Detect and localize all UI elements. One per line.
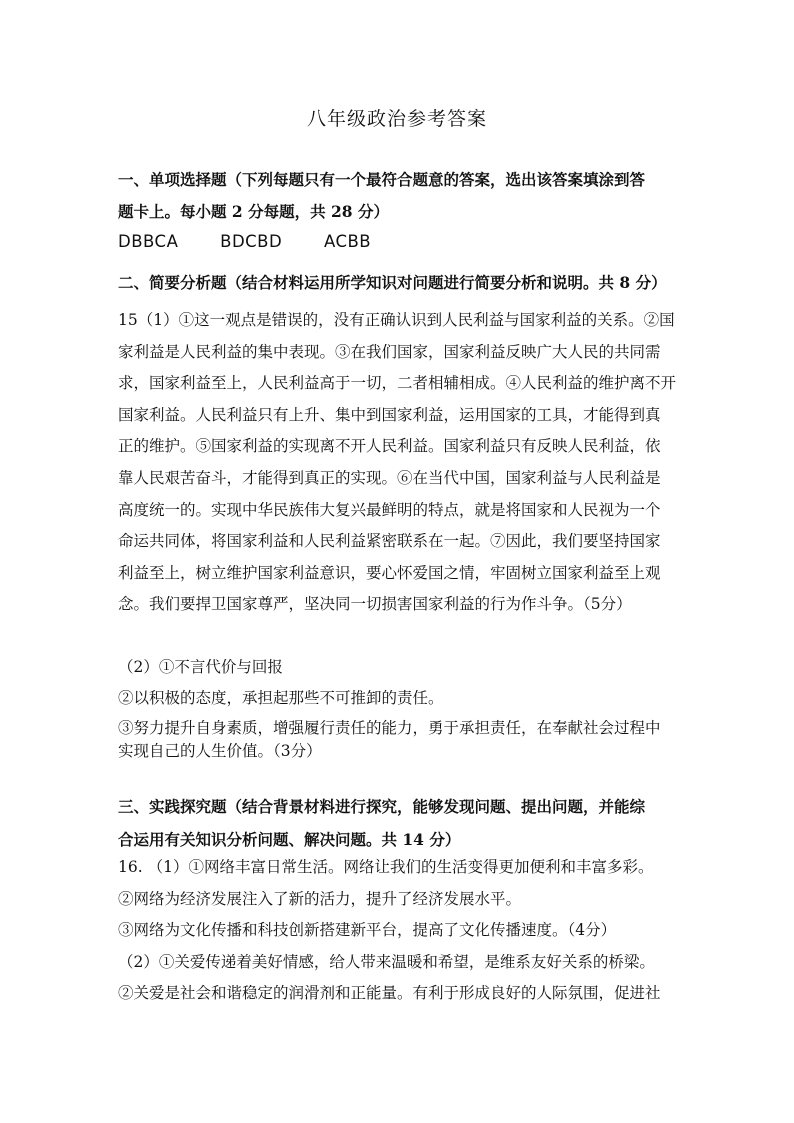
answer-group: DBBCA bbox=[118, 232, 179, 251]
answer-group: BDCBD bbox=[220, 232, 283, 251]
multiple-choice-answers bbox=[118, 232, 680, 252]
answer-line: 求，国家利益至上，人民利益高于一切，二者相辅相成。④人民利益的维护离不开 bbox=[118, 374, 677, 393]
section1-heading-line: 题卡上。每小题 2 分每题，共 28 分） bbox=[118, 202, 389, 221]
answer-line: （2）①不言代价与回报 bbox=[118, 658, 283, 676]
answer-line: ②关爱是社会和谐稳定的润滑剂和正能量。有利于形成良好的人际氛围，促进社 bbox=[118, 984, 661, 1002]
answer-line: 命运共同体，将国家利益和人民利益紧密联系在一起。⑦因此，我们要坚持国家 bbox=[118, 532, 661, 551]
answer-line: 国家利益。人民利益只有上升、集中到国家利益，运用国家的工具，才能得到真 bbox=[118, 405, 661, 424]
page-title: 八年级政治参考答案 bbox=[306, 108, 487, 130]
section3-heading bbox=[118, 790, 680, 856]
answer-line: ②网络为经济发展注入了新的活力，提升了经济发展水平。 bbox=[118, 889, 522, 908]
section1-heading-line: 一、单项选择题（下列每题只有一个最符合题意的答案，选出该答案填涂到答 bbox=[118, 170, 646, 189]
q15-part1-answer bbox=[118, 305, 680, 621]
answer-line: ③网络为文化传播和科技创新搭建新平台，提高了文化传播速度。（4分） bbox=[118, 921, 617, 939]
answer-line: 高度统一的。实现中华民族伟大复兴最鲜明的特点，就是将国家和人民视为一个 bbox=[118, 500, 661, 519]
answer-line: （2）①关爱传递着美好情感，给人带来温暖和希望，是维系友好关系的桥梁。 bbox=[118, 952, 655, 971]
section2-heading: 二、简要分析题（结合材料运用所学知识对问题进行简要分析和说明。共 8 分） bbox=[118, 273, 667, 292]
section3-heading-line: 合运用有关知识分析问题、解决问题。共 14 分） bbox=[118, 830, 461, 849]
answer-line: 家利益是人民利益的集中表现。③在我们国家，国家利益反映广大人民的共同需 bbox=[118, 342, 661, 361]
section1-heading bbox=[118, 164, 680, 228]
answer-line: 实现自己的人生价值。（3分） bbox=[118, 742, 322, 760]
q16-answer bbox=[118, 852, 680, 1010]
q15-part2-answer bbox=[118, 652, 680, 714]
answer-line: 念。我们要捍卫国家尊严，坚决同一切损害国家利益的行为作斗争。（5分） bbox=[118, 595, 632, 614]
answer-line: 利益至上，树立维护国家利益意识，要心怀爱国之情，牢固树立国家利益至上观 bbox=[118, 563, 661, 582]
answer-line: 正的维护。⑤国家利益的实现离不开人民利益。国家利益只有反映人民利益，依 bbox=[118, 437, 661, 456]
answer-line: ③努力提升自身素质，增强履行责任的能力，勇于承担责任，在奉献社会过程中 bbox=[118, 719, 661, 737]
answer-line: 靠人民艰苦奋斗，才能得到真正的实现。⑥在当代中国，国家利益与人民利益是 bbox=[118, 468, 661, 487]
answer-line: ②以积极的态度，承担起那些不可推卸的责任。 bbox=[118, 689, 444, 707]
answer-group: ACBB bbox=[323, 232, 372, 251]
q15-part2-answer-cont bbox=[118, 717, 680, 763]
answer-line: 15（1）①这一观点是错误的，没有正确认识到人民利益与国家利益的关系。②国 bbox=[118, 311, 675, 329]
answer-line: 16. （1）①网络丰富日常生活。网络让我们的生活变得更加便利和丰富多彩。 bbox=[118, 858, 654, 876]
section3-heading-line: 三、实践探究题（结合背景材料进行探究，能够发现问题、提出问题，并能综 bbox=[118, 797, 646, 816]
